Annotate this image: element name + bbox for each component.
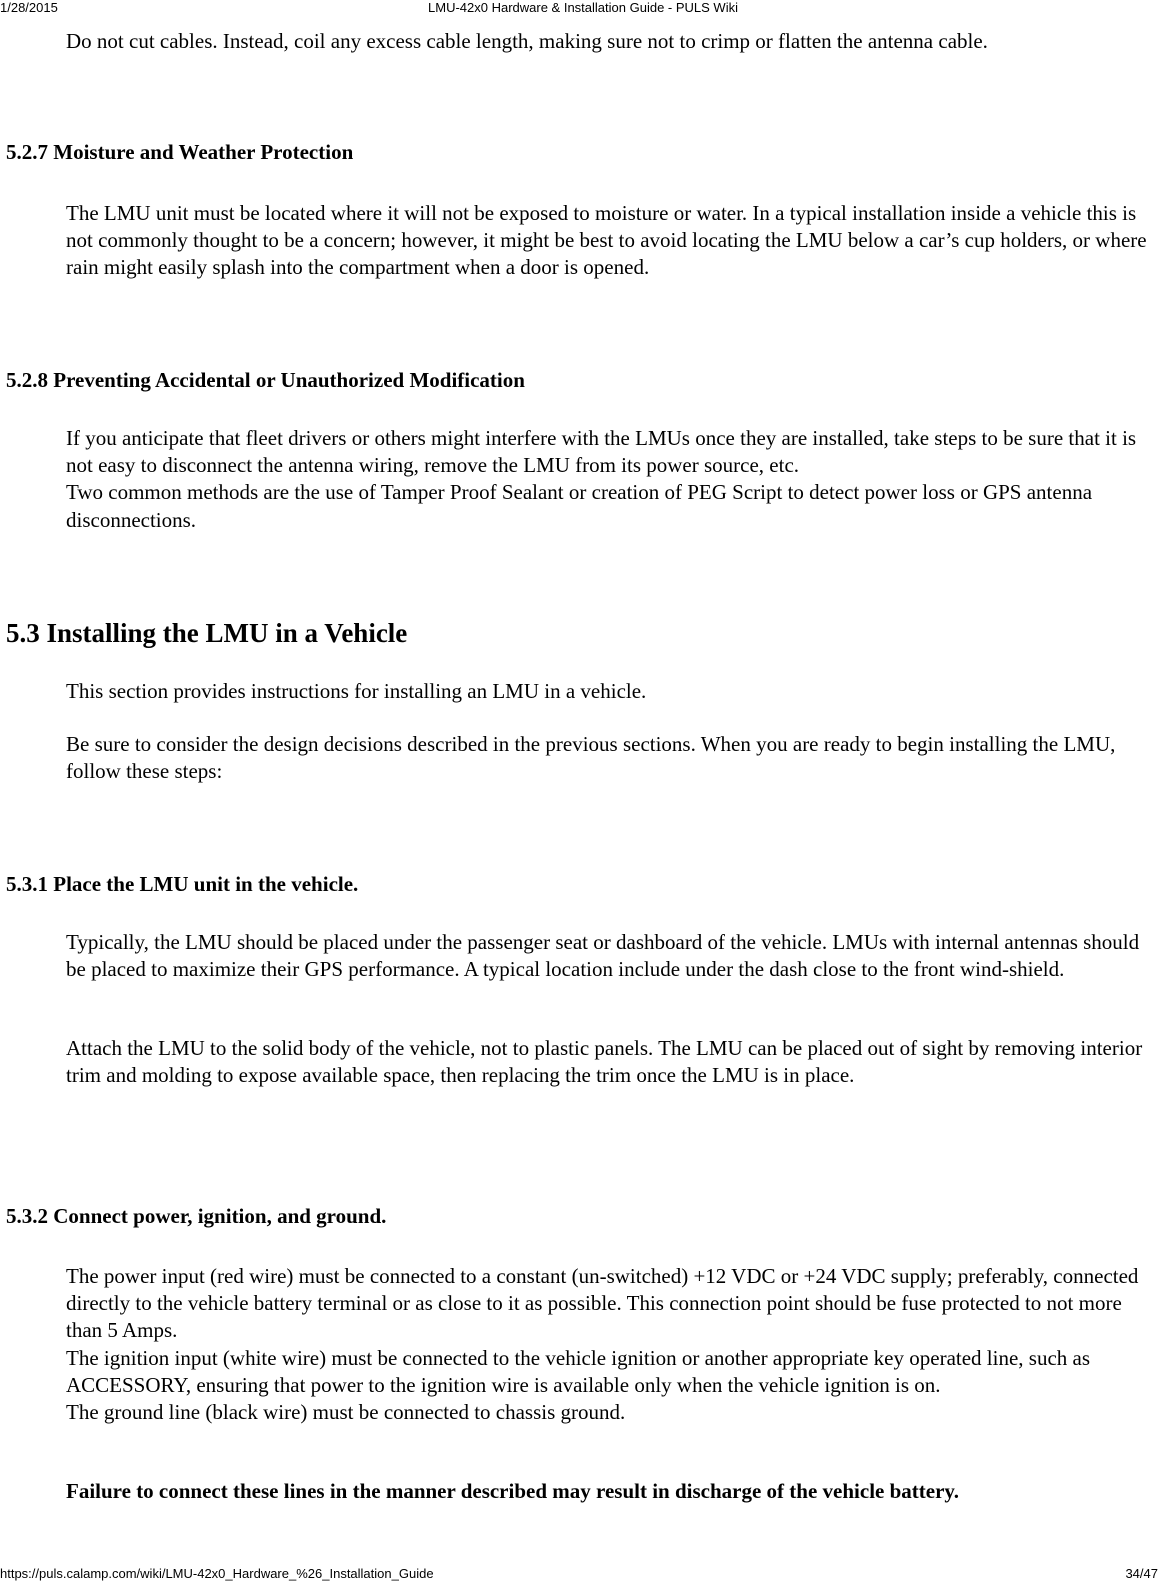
page-number: 34/47 bbox=[1125, 1566, 1158, 1581]
heading-5-3-2: 5.3.2 Connect power, ignition, and ground. bbox=[6, 1204, 387, 1228]
heading-5-3-1: 5.3.1 Place the LMU unit in the vehicle. bbox=[6, 872, 359, 896]
tamper-paragraph-line-1: If you anticipate that fleet drivers or others might interfere with the LMUs once they are installed, take steps to be sure that it is not easy to disconnect the antenna wiring, remove the LMU from its power source, etc. bbox=[66, 426, 1137, 478]
intro-paragraph: Do not cut cables. Instead, coil any excess cable length, making sure not to crimp or flatten the antenna cable. bbox=[66, 29, 988, 53]
attach-paragraph: Attach the LMU to the solid body of the vehicle, not to plastic panels. The LMU can be placed out of sight by removing interior trim and molding to expose available space, then replacing the trim once the LMU is in place. bbox=[66, 1036, 1143, 1088]
print-url: https://puls.calamp.com/wiki/LMU-42x0_Hardware_%26_Installation_Guide bbox=[0, 1566, 434, 1581]
print-page-title: LMU-42x0 Hardware & Installation Guide - PULS Wiki bbox=[428, 0, 738, 15]
print-date: 1/28/2015 bbox=[0, 0, 58, 15]
ground-line-text: The ground line (black wire) must be connected to chassis ground. bbox=[66, 1400, 626, 1425]
power-input-text: The power input (red wire) must be connected to a constant (un-switched) +12 VDC or +24 VDC supply; preferably, connected directly to the vehicle battery terminal or as close to it as possible. This connection point should be fuse protected to not more than 5 Amps. bbox=[66, 1264, 1139, 1343]
heading-5-3: 5.3 Installing the LMU in a Vehicle bbox=[6, 618, 408, 648]
installing-steps-paragraph: Be sure to consider the design decisions described in the previous sections. When you are ready to begin installing the LMU, follow these steps: bbox=[66, 732, 1116, 784]
installing-intro-paragraph: This section provides instructions for installing an LMU in a vehicle. bbox=[66, 679, 647, 703]
heading-5-2-8: 5.2.8 Preventing Accidental or Unauthorized Modification bbox=[6, 368, 525, 392]
tamper-paragraph-line-2: Two common methods are the use of Tamper Proof Sealant or creation of PEG Script to detect power loss or GPS antenna disconnections. bbox=[66, 480, 1093, 532]
placement-paragraph: Typically, the LMU should be placed under the passenger seat or dashboard of the vehicle. LMUs with internal antennas should be placed to maximize their GPS performance. A typical location include under the dash close to the front wind-shield. bbox=[66, 930, 1140, 982]
battery-warning: Failure to connect these lines in the manner described may result in discharge of the vehicle battery. bbox=[66, 1479, 959, 1503]
heading-5-2-7: 5.2.7 Moisture and Weather Protection bbox=[6, 140, 354, 164]
tamper-paragraph bbox=[66, 425, 1156, 534]
ignition-input-text: The ignition input (white wire) must be connected to the vehicle ignition or another appropriate key operated line, such as ACCESSORY, ensuring that power to the ignition wire is available only when the vehicle ignition is on. bbox=[66, 1345, 1091, 1397]
wiring-paragraph bbox=[66, 1263, 1156, 1426]
moisture-paragraph: The LMU unit must be located where it will not be exposed to moisture or water. In a typical installation inside a vehicle this is not commonly thought to be a concern; however, it might be best to avoid locating the LMU below a car’s cup holders, or where rain might easily splash into the compartment when a door is opened. bbox=[66, 201, 1147, 280]
